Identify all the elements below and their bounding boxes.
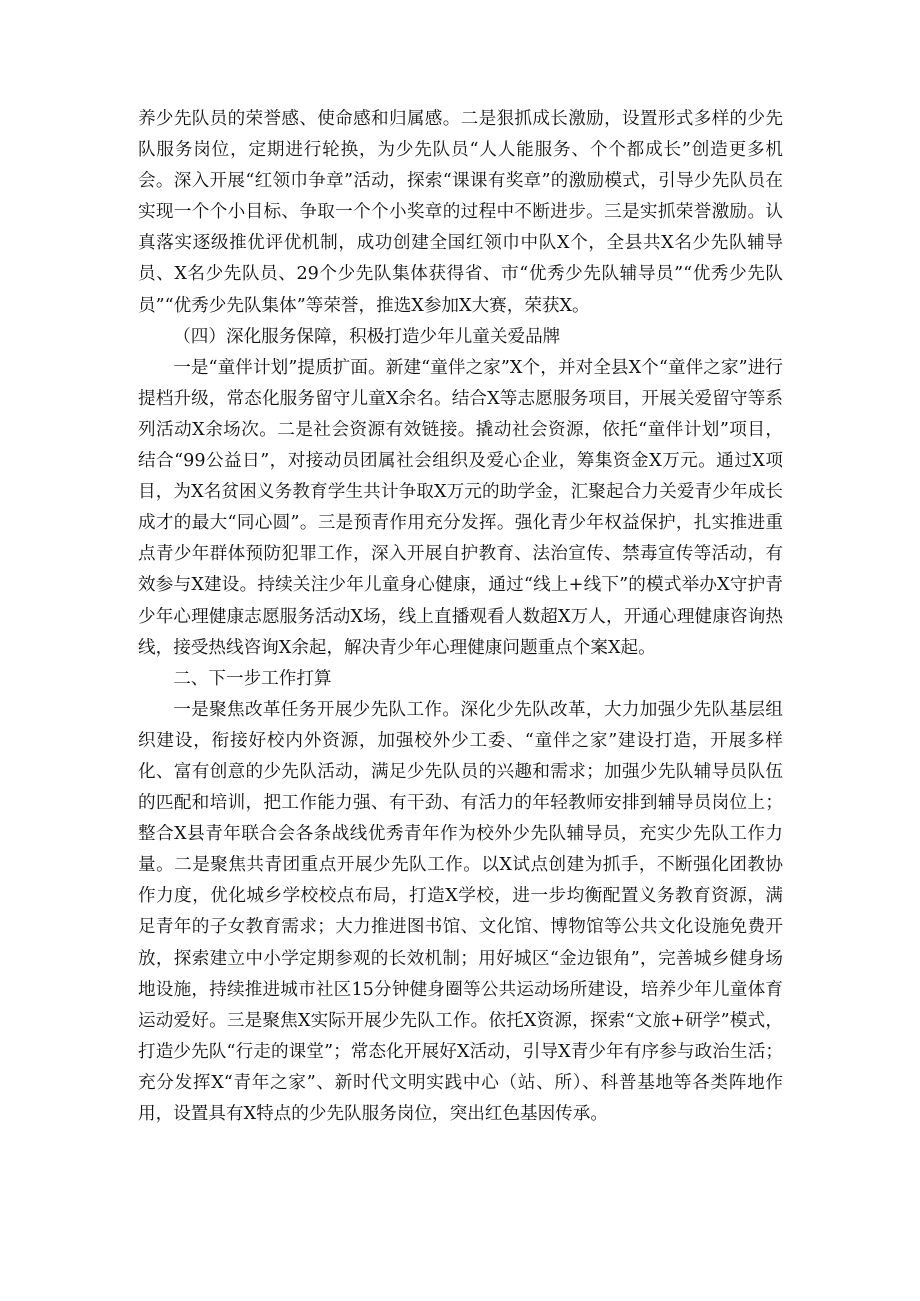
paragraph-honor-incentive: 养少先队员的荣誉感、使命感和归属感。二是狠抓成长激励，设置形式多样的少先队服务岗位，定期进行轮换，为少先队员“人人能服务、个个都成长”创造更多机会。深入开展“红领巾争章”活动，探索“课课有奖章”的激励模式，引导少先队员在实现一个个小目标、争取一个个小奖章的过程中不断进步。三是实抓荣誉激励。认真落实逐级推优评优机制，成功创建全国红领巾中队X个，全县共X名少先队辅导员、X名少先队员、29个少先队集体获得省、市“优秀少先队辅导员”“优秀少先队员”“优秀少先队集体”等荣誉，推选X参加X大赛，荣获X。 [138, 109, 783, 316]
section-heading-next-steps: 二、下一步工作打算 [173, 668, 332, 689]
section-heading-service-guarantee: （四）深化服务保障，积极打造少年儿童关爱品牌 [173, 326, 561, 347]
document-page [138, 104, 783, 1130]
paragraph-next-steps: 一是聚焦改革任务开展少先队工作。深化少先队改革，大力加强少先队基层组织建设，衔接好校内外资源，加强校外少工委、“童伴之家”建设打造，开展多样化、富有创意的少先队活动，满足少先队员的兴趣和需求；加强少先队辅导员队伍的匹配和培训，把工作能力强、有干劲、有活力的年轻教师安排到辅导员岗位上；整合X县青年联合会各条战线优秀青年作为校外少先队辅导员，充实少先队工作力量。二是聚焦共青团重点开展少先队工作。以X试点创建为抓手，不断强化团教协作力度，优化城乡学校校点布局，打造X学校，进一步均衡配置义务教育资源，满足青年的子女教育需求；大力推进图书馆、文化馆、博物馆等公共文化设施免费开放，探索建立中小学定期参观的长效机制；用好城区“金边银角”，完善城乡健身场地设施，持续推进城市社区15分钟健身圈等公共运动场所建设，培养少年儿童体育运动爱好。三是聚焦X实际开展少先队工作。依托X资源，探索“文旅+研学”模式，打造少先队“行走的课堂”；常态化开展好X活动，引导X青少年有序参与政治生活；充分发挥X“青年之家”、新时代文明实践中心（站、所）、科普基地等各类阵地作用，设置具有X特点的少先队服务岗位，突出红色基因传承。 [138, 699, 783, 1124]
paragraph-service-guarantee: 一是“童伴计划”提质扩面。新建“童伴之家”X个，并对全县X个“童伴之家”进行提档升级，常态化服务留守儿童X余名。结合X等志愿服务项目，开展关爱留守等系列活动X余场次。二是社会资源有效链接。撬动社会资源，依托“童伴计划”项目，结合“99公益日”，对接动员团属社会组织及爱心企业，筹集资金X万元。通过X项目，为X名贫困义务教育学生共计争取X万元的助学金，汇聚起合力关爱青少年成长成才的最大“同心圆”。三是预青作用充分发挥。强化青少年权益保护，扎实推进重点青少年群体预防犯罪工作，深入开展自护教育、法治宣传、禁毒宣传等活动，有效参与X建设。持续关注少年儿童身心健康，通过“线上+线下”的模式举办X守护青少年心理健康志愿服务活动X场，线上直播观看人数超X万人，开通心理健康咨询热线，接受热线咨询X余起，解决青少年心理健康问题重点个案X起。 [138, 357, 783, 658]
